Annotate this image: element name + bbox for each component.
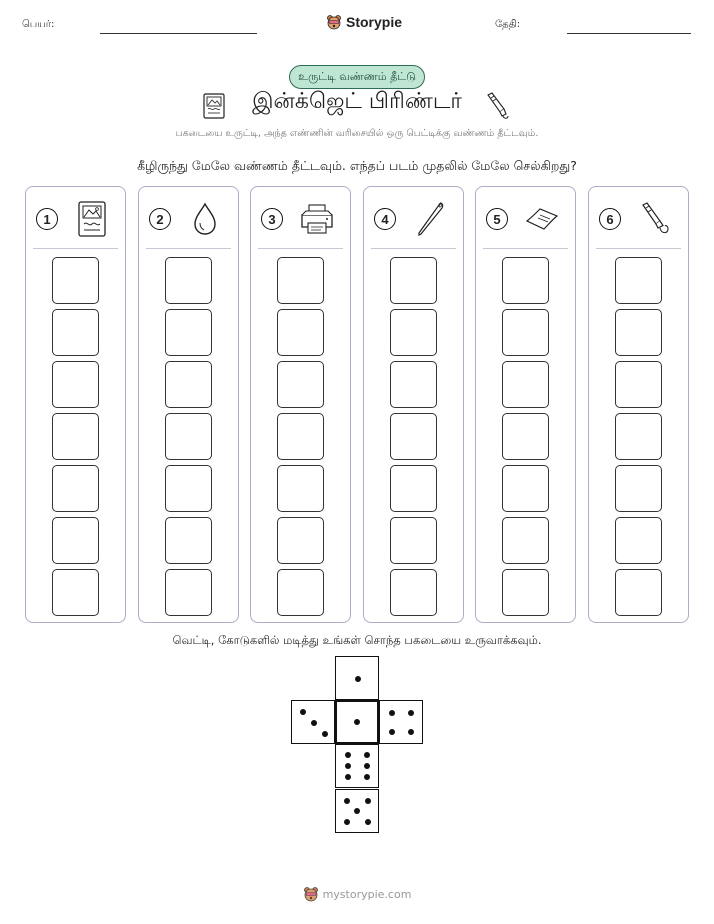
color-box[interactable] — [502, 309, 549, 356]
color-box[interactable] — [277, 361, 324, 408]
print-head-needle-icon — [412, 201, 448, 237]
column-3 — [250, 186, 351, 623]
dice-pip — [389, 729, 395, 735]
ink-drop-icon — [187, 201, 223, 237]
color-box[interactable] — [390, 361, 437, 408]
column-number: 2 — [149, 208, 171, 230]
column-divider — [483, 248, 568, 249]
color-box[interactable] — [52, 517, 99, 564]
column-number: 1 — [36, 208, 58, 230]
color-box[interactable] — [165, 569, 212, 616]
color-box[interactable] — [52, 465, 99, 512]
dice-pip — [345, 763, 351, 769]
dice-pip — [364, 752, 370, 758]
date-line[interactable] — [567, 33, 691, 34]
dice-face-1-center — [335, 700, 379, 744]
footer-site[interactable]: mystorypie.com — [322, 887, 412, 901]
color-box[interactable] — [502, 361, 549, 408]
question: கீழிருந்து மேலே வண்ணம் தீட்டவும். எந்தப் படம் முதலில் மேலே செல்கிறது? — [137, 158, 577, 173]
dice-pip — [322, 731, 328, 737]
ink-cartridge-icon — [484, 92, 510, 120]
color-box[interactable] — [165, 465, 212, 512]
instructions: பகடையை உருட்டி, அந்த எண்ணின் வரிசையில் ஒரு பெட்டிக்கு வண்ணம் தீட்டவும். — [175, 128, 539, 139]
color-box[interactable] — [615, 309, 662, 356]
color-box[interactable] — [615, 257, 662, 304]
color-box[interactable] — [52, 361, 99, 408]
color-box[interactable] — [277, 517, 324, 564]
footer — [0, 886, 714, 902]
dice-pip — [389, 710, 395, 716]
dice-pip — [408, 710, 414, 716]
column-1 — [25, 186, 126, 623]
dice-face-6 — [335, 744, 379, 788]
dice-pip — [311, 720, 317, 726]
storypie-bear-icon — [303, 886, 319, 902]
dice-face-1 — [335, 656, 379, 700]
column-2 — [138, 186, 239, 623]
color-box[interactable] — [615, 413, 662, 460]
dice-pip — [345, 774, 351, 780]
column-number: 6 — [599, 208, 621, 230]
color-box[interactable] — [390, 413, 437, 460]
storypie-bear-icon — [326, 14, 342, 30]
color-box[interactable] — [52, 309, 99, 356]
color-box[interactable] — [502, 257, 549, 304]
brand-name: Storypie — [346, 14, 403, 30]
color-box[interactable] — [165, 309, 212, 356]
column-number: 4 — [374, 208, 396, 230]
column-5 — [475, 186, 576, 623]
column-divider — [33, 248, 118, 249]
color-box[interactable] — [165, 517, 212, 564]
color-box[interactable] — [390, 257, 437, 304]
color-box[interactable] — [615, 517, 662, 564]
color-box[interactable] — [277, 413, 324, 460]
column-divider — [146, 248, 231, 249]
dice-net — [291, 656, 424, 836]
dice-pip — [365, 819, 371, 825]
date-label: தேதி: — [495, 19, 521, 30]
dice-pip — [345, 752, 351, 758]
column-divider — [371, 248, 456, 249]
color-box[interactable] — [52, 413, 99, 460]
column-divider — [596, 248, 681, 249]
dice-pip — [355, 676, 361, 682]
dice-face-4 — [379, 700, 423, 744]
page-title: இன்க்ஜெட் பிரிண்டர் — [252, 89, 462, 114]
name-label: பெயர்: — [22, 19, 55, 30]
cut-instruction: வெட்டி, கோடுகளில் மடித்து உங்கள் சொந்த பகடையை உருவாக்கவும். — [172, 633, 542, 647]
color-box[interactable] — [502, 517, 549, 564]
column-6 — [588, 186, 689, 623]
color-box[interactable] — [502, 465, 549, 512]
column-number: 3 — [261, 208, 283, 230]
name-line[interactable] — [100, 33, 257, 34]
dice-pip — [408, 729, 414, 735]
column-number: 5 — [486, 208, 508, 230]
dice-face-3 — [291, 700, 335, 744]
color-box[interactable] — [277, 257, 324, 304]
dice-pip — [354, 808, 360, 814]
activity-tag: உருட்டி வண்ணம் தீட்டு — [289, 65, 425, 89]
color-box[interactable] — [277, 309, 324, 356]
color-box[interactable] — [502, 569, 549, 616]
color-box[interactable] — [390, 465, 437, 512]
dice-pip — [354, 719, 360, 725]
printer-icon — [299, 201, 335, 237]
color-box[interactable] — [165, 361, 212, 408]
column-4 — [363, 186, 464, 623]
brand-logo — [326, 14, 402, 30]
color-box[interactable] — [615, 465, 662, 512]
color-box[interactable] — [390, 517, 437, 564]
dice-pip — [344, 798, 350, 804]
color-box[interactable] — [52, 257, 99, 304]
dice-pip — [300, 709, 306, 715]
color-box[interactable] — [52, 569, 99, 616]
color-box[interactable] — [390, 309, 437, 356]
column-divider — [258, 248, 343, 249]
dice-face-5 — [335, 789, 379, 833]
dice-pip — [364, 763, 370, 769]
dice-pip — [365, 798, 371, 804]
color-box[interactable] — [277, 465, 324, 512]
color-box[interactable] — [502, 413, 549, 460]
color-box[interactable] — [277, 569, 324, 616]
color-box[interactable] — [615, 569, 662, 616]
color-box[interactable] — [390, 569, 437, 616]
color-box[interactable] — [165, 257, 212, 304]
ink-cartridge-icon — [637, 201, 673, 237]
color-box[interactable] — [165, 413, 212, 460]
color-box[interactable] — [615, 361, 662, 408]
paper-sheet-icon — [524, 201, 560, 237]
dice-pip — [364, 774, 370, 780]
printed-photo-icon — [74, 201, 110, 237]
dice-pip — [344, 819, 350, 825]
